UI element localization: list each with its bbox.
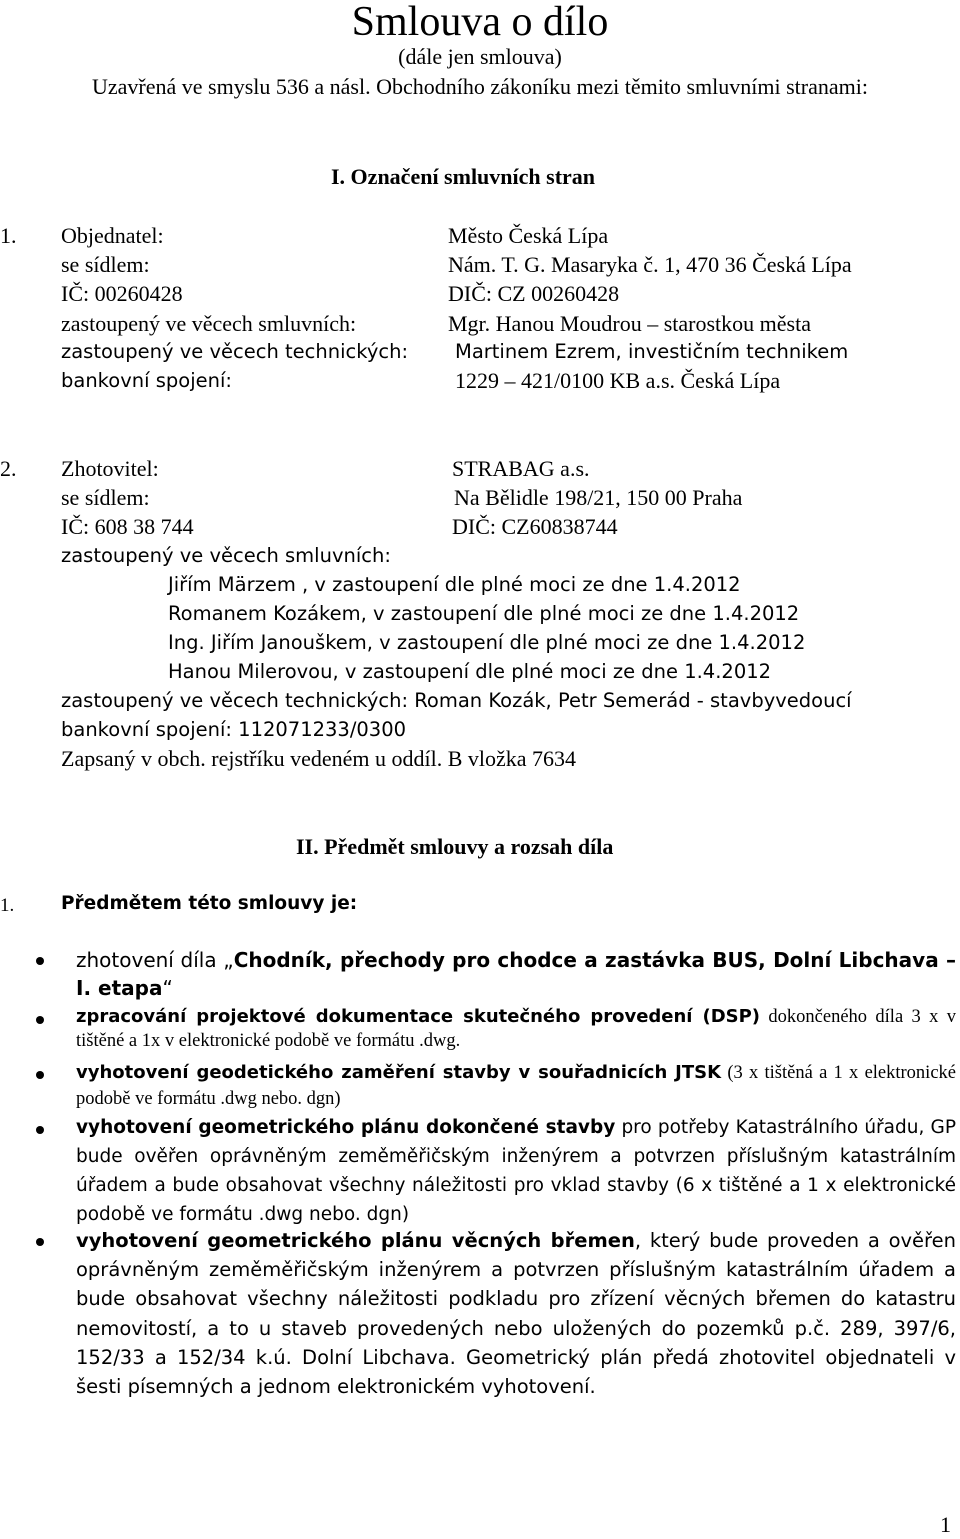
party2-rep-1: Jiřím Märzem , v zastoupení dle plné moci ze dne 1.4.2012 bbox=[168, 573, 741, 596]
item1-label: Předmětem této smlouvy je: bbox=[61, 893, 358, 914]
party2-rep-contract-label: zastoupený ve věcech smluvních: bbox=[61, 544, 391, 567]
bullet-3-text bbox=[76, 1060, 956, 1112]
party2-rep-tech: zastoupený ve věcech technických: Roman Kozák, Petr Semerád - stavbyvedoucí bbox=[61, 689, 852, 712]
party2-seat: Na Bělidle 198/21, 150 00 Praha bbox=[454, 485, 743, 510]
party1-rep-contract-label: zastoupený ve věcech smluvních: bbox=[61, 311, 357, 336]
party2-rep-3: Ing. Jiřím Janouškem, v zastoupení dle plné moci ze dne 1.4.2012 bbox=[168, 631, 806, 654]
party2-rep-4: Hanou Milerovou, v zastoupení dle plné moci ze dne 1.4.2012 bbox=[168, 660, 772, 683]
bullet-2-bold: zpracování projektové dokumentace skutečného provedení (DSP) bbox=[76, 1006, 761, 1027]
party1-rep-tech: Martinem Ezrem, investičním technikem bbox=[455, 340, 849, 363]
party1-seat: Nám. T. G. Masaryka č. 1, 470 36 Česká Lípa bbox=[448, 252, 852, 277]
document-title: Smlouva o dílo bbox=[351, 0, 609, 45]
intro-line: Uzavřená ve smyslu 536 a násl. Obchodního zákoníku mezi těmito smluvními stranami: bbox=[92, 74, 868, 99]
party1-number: 1. bbox=[0, 223, 17, 248]
bullet-2-rest: dokončeného díla 3 x v tištěné a 1x v elektronické podobě ve formátu .dwg. bbox=[76, 1007, 956, 1051]
bullet-4-rest: pro potřeby Katastrálního úřadu, GP bude ověřen oprávněným zeměměřičským inženýrem a potvrzen příslušným katastrálním úřadem a bude obsahovat všechny náležitosti pro vklad stavby (6 x tištěné a 1 x elektronické podobě ve formátu .dwg nebo. dgn) bbox=[76, 1117, 956, 1225]
party2-name: STRABAG a.s. bbox=[452, 456, 590, 481]
section-1-title: I. Označení smluvních stran bbox=[331, 164, 596, 189]
bullet-5-bold: vyhotovení geometrického plánu věcných břemen bbox=[76, 1229, 635, 1252]
bullet-4-text bbox=[76, 1113, 956, 1229]
party1-rep-contract: Mgr. Hanou Moudrou – starostkou města bbox=[448, 311, 811, 336]
bullet-3-bold: vyhotovení geodetického zaměření stavby v souřadnicích JTSK bbox=[76, 1062, 722, 1083]
page-number: 1 bbox=[940, 1512, 951, 1537]
party1-rep-tech-label: zastoupený ve věcech technických: bbox=[61, 340, 409, 363]
bullet-icon bbox=[36, 1016, 44, 1024]
party2-ic: IČ: 608 38 744 bbox=[61, 514, 194, 539]
bullet-icon bbox=[36, 1071, 44, 1079]
party2-dic: DIČ: CZ60838744 bbox=[452, 514, 618, 539]
party2-rep-2: Romanem Kozákem, v zastoupení dle plné moci ze dne 1.4.2012 bbox=[168, 602, 800, 625]
bullet-icon bbox=[36, 1238, 44, 1246]
bullet-1-prefix: zhotovení díla „ bbox=[76, 948, 234, 972]
party2-bank: bankovní spojení: 112071233/0300 bbox=[61, 718, 407, 741]
bullet-1-work-title: Chodník, přechody pro chodce a zastávka BUS, Dolní Libchava – I. etapa bbox=[76, 948, 957, 1000]
bullet-icon bbox=[36, 1126, 44, 1134]
bullet-2-text bbox=[76, 1005, 956, 1053]
document-subtitle: (dále jen smlouva) bbox=[398, 44, 562, 69]
item1-number: 1. bbox=[0, 895, 15, 916]
bullet-icon bbox=[36, 957, 44, 965]
bullet-5-text bbox=[76, 1226, 956, 1401]
party2-label: Zhotovitel: bbox=[61, 456, 159, 481]
bullet-4-bold: vyhotovení geometrického plánu dokončené stavby bbox=[76, 1117, 616, 1138]
bullet-5-rest: , který bude proveden a ověřen oprávněným zeměměřičským inženýrem a potvrzen příslušným katastrálním úřadem a bude obsahovat všechny náležitosti podkladu pro zřízení věcných břemen do katastru nemovitostí, a to u staveb provedených nebo uložených do pozemků p.č. 289, 397/6, 152/33 a 152/34 k.ú. Dolní Libchava. Geometrický plán předá zhotovitel objednateli v šesti písemných a jednom elektronickém vyhotovení. bbox=[76, 1229, 956, 1399]
party2-number: 2. bbox=[0, 456, 17, 481]
party1-dic: DIČ: CZ 00260428 bbox=[448, 281, 620, 306]
party1-seat-label: se sídlem: bbox=[61, 252, 150, 277]
party1-name: Město Česká Lípa bbox=[448, 223, 609, 248]
party1-bank-label: bankovní spojení: bbox=[61, 369, 232, 392]
party2-seat-label: se sídlem: bbox=[61, 485, 150, 510]
party2-register: Zapsaný v obch. rejstříku vedeném u oddíl. B vložka 7634 bbox=[61, 746, 577, 771]
bullet-1-text bbox=[76, 946, 956, 1002]
bullet-1-suffix: “ bbox=[162, 976, 173, 1000]
bullet-3-rest: (3 x tištěná a 1 x elektronické podobě ve formátu .dwg nebo. dgn) bbox=[76, 1063, 956, 1109]
section-2-title: II. Předmět smlouvy a rozsah díla bbox=[296, 834, 614, 859]
party1-label: Objednatel: bbox=[61, 223, 164, 248]
party1-bank: 1229 – 421/0100 KB a.s. Česká Lípa bbox=[455, 368, 781, 393]
party1-ic: IČ: 00260428 bbox=[61, 281, 183, 306]
